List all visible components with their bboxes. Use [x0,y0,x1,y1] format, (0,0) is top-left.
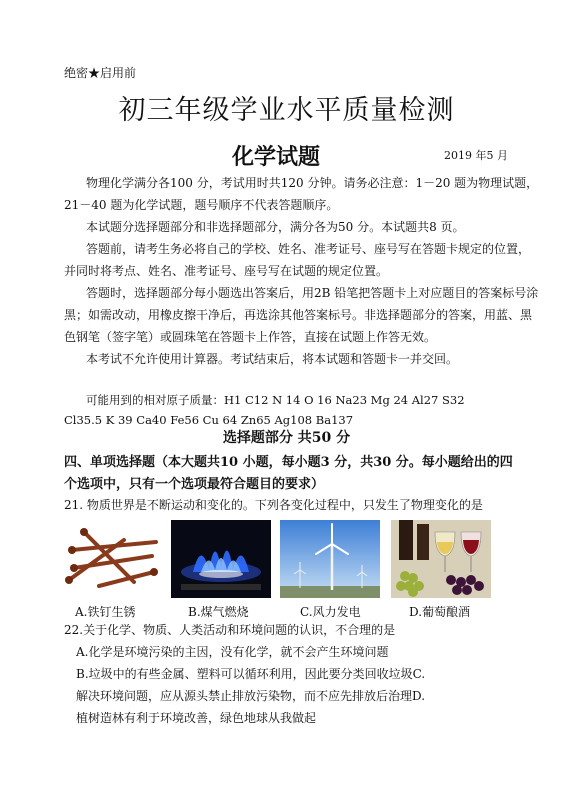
gas-flame-image [171,520,271,598]
option-b-caption: B.煤气燃烧 [188,605,249,619]
question-22-line: B.垃圾中的有些金属、塑料可以循环利用，因此要分类回收垃圾C. [76,667,426,681]
instruction-line: 答题前，请考生务必将自己的学校、姓名、准考证号、座号写在答题卡规定的位置， [86,242,531,256]
option-d-caption: D.葡萄酿酒 [409,605,471,619]
option-c-caption: C.风力发电 [300,605,361,619]
instruction-line: 物理化学满分各100 分，考试用时共120 分钟。请务必注意：1－20 题为物理试题， [86,176,539,190]
instruction-line: 21－40 题为化学试题，题号顺序不代表答题顺序。 [64,198,339,212]
exam-date: 2019 年5 月 [444,149,508,162]
question-22-line: 植树造林有利于环境改善，绿色地球从我做起 [76,711,317,725]
atomic-mass-line-1: 可能用到的相对原子质量：H1 C12 N 14 O 16 Na23 Mg 24 Al27 S32 [86,393,465,407]
exam-title: 初三年级学业水平质量检测 [118,95,455,126]
section-title: 选择题部分 共50 分 [222,430,351,446]
atomic-mass-line-2: Cl35.5 K 39 Ca40 Fe56 Cu 64 Zn65 Ag108 Ba137 [64,413,354,427]
question-22-line: A.化学是环境污染的主因，没有化学，就不会产生环境问题 [76,645,389,659]
instruction-line: 黑；如需改动，用橡皮擦干净后，再选涂其他答案标号。非选择题部分的答案，用蓝、黑 [64,308,533,322]
question-21-stem: 21. 物质世界是不断运动和变化的。下列各变化过程中，只发生了物理变化的是 [64,498,483,512]
secret-label: 绝密★启用前 [64,66,137,80]
wind-turbine-image [280,520,380,598]
exam-subtitle: 化学试题 [232,144,321,170]
question-22-line: 解决环境问题，应从源头禁止排放污染物，而不应先排放后治理D. [76,689,426,703]
instruction-line: 答题时，选择题部分每小题选出答案后，用2B 铅笔把答题卡上对应题目的答案标号涂 [86,286,539,300]
instruction-line: 本试题分选择题部分和非选择题部分，满分各为50 分。本试题共8 页。 [86,220,465,234]
option-a-caption: A.铁钉生锈 [75,605,136,619]
part-header-line-2: 个选项中，只有一个选项最符合题目的要求） [64,477,325,492]
instruction-line: 本考试不允许使用计算器。考试结束后，将本试题和答题卡一并交回。 [86,352,459,366]
question-22-stem: 22.关于化学、物质、人类活动和环境问题的认识，不合理的是 [64,623,396,637]
instruction-line: 色钢笔（签字笔）或圆珠笔在答题卡上作答，直接在试题上作答无效。 [64,330,437,344]
part-header-line-1: 四、单项选择题（本大题共10 小题，每小题3 分，共30 分。每小题给出的四 [64,455,513,470]
instruction-line: 并同时将考点、姓名、准考证号、座号写在试题的规定位置。 [64,264,389,278]
wine-grapes-image [391,520,491,598]
rusty-nails-image [64,520,164,598]
